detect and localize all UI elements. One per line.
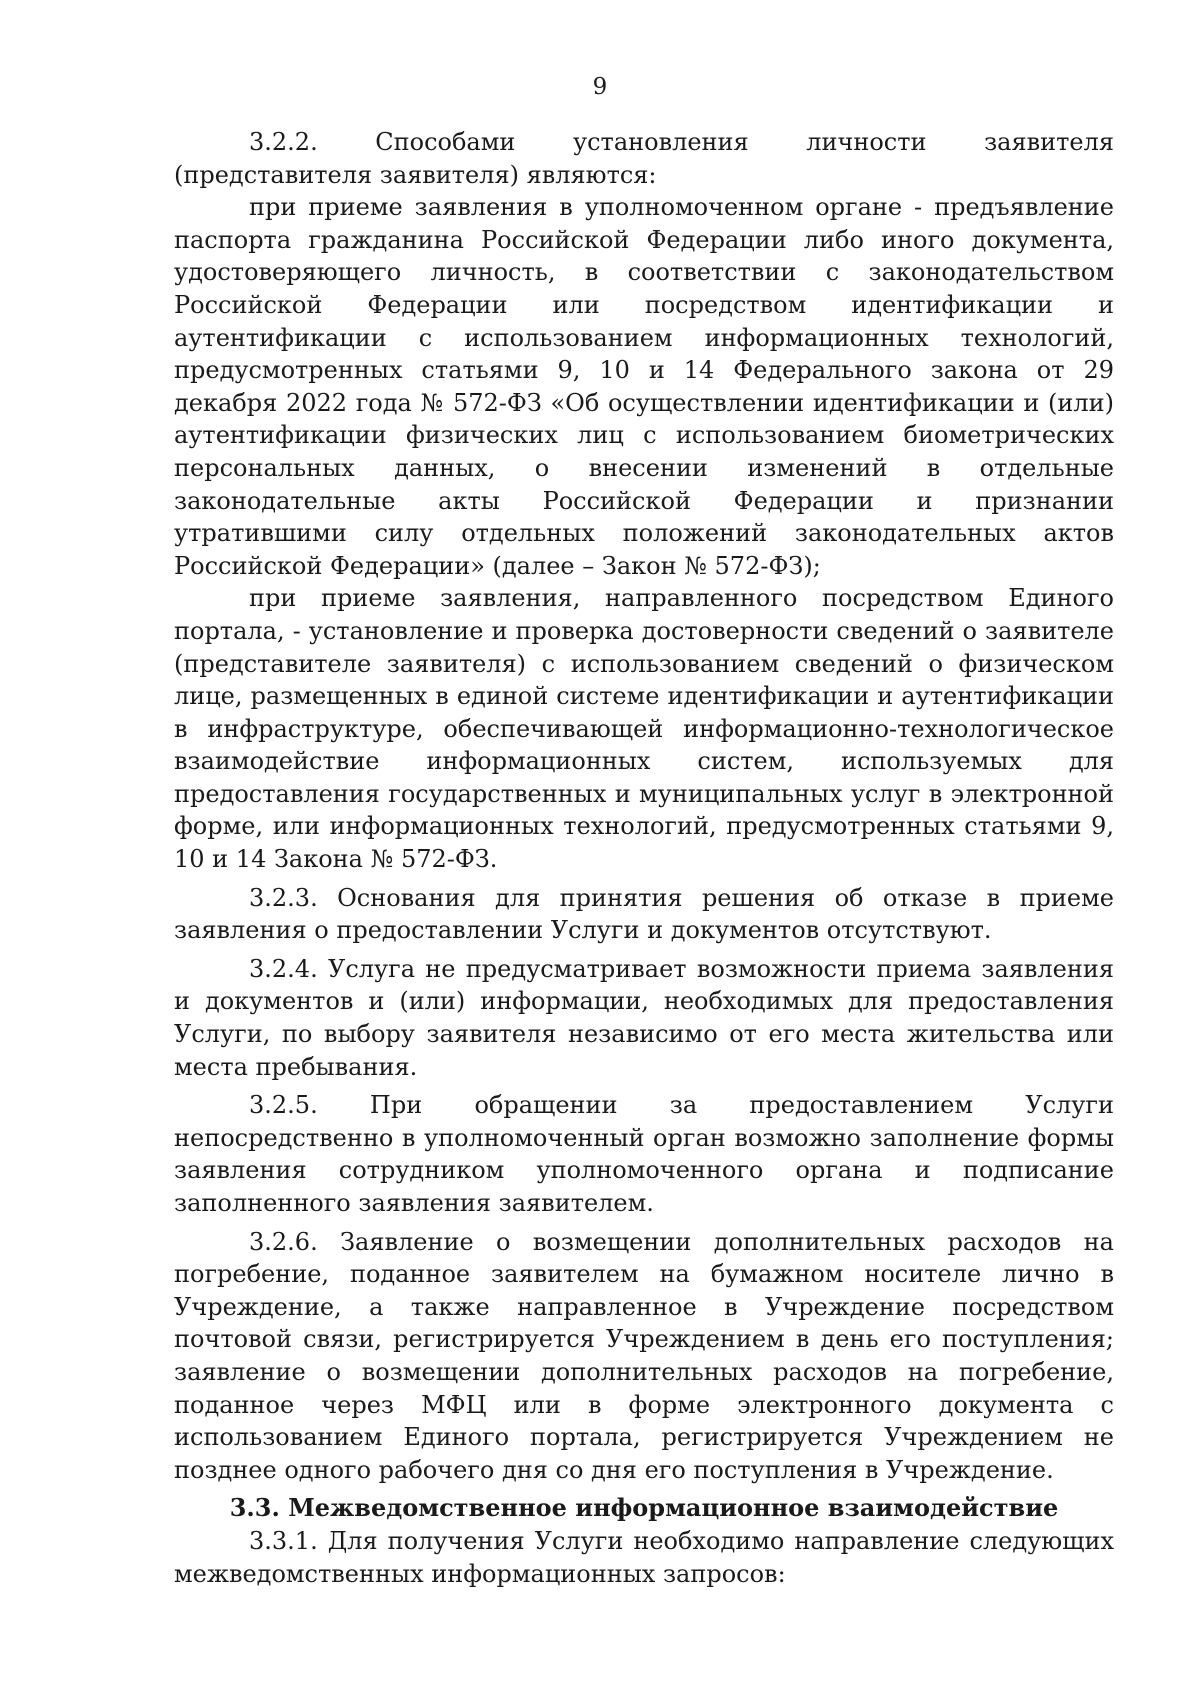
page-number: 9: [592, 74, 608, 100]
paragraph-3-3-1: 3.3.1. Для получения Услуги необходимо направление следующих межведомственных информационных запросов:: [174, 1526, 1114, 1588]
document-body: [174, 126, 1114, 1590]
paragraph-3-2-3: 3.2.3. Основания для принятия решения об отказе в приеме заявления о предоставлении Услуги и документов отсутствуют.: [174, 883, 1114, 945]
paragraph-3-2-6: 3.2.6. Заявление о возмещении дополнительных расходов на погребение, поданное заявителем на бумажном носителе лично в Учреждение, а также направленное в Учреждение посредством почтовой связи, регистрируется Учреждением в день его поступления; заявление о возмещении дополнительных расходов на погребение, поданное через МФЦ или в форме электронного документа с использованием Единого портала, регистрируется Учреждением не позднее одного рабочего дня со дня его поступления в Учреждение.: [174, 1227, 1114, 1484]
paragraph-identity-via-portal: при приеме заявления, направленного посредством Единого портала, - установление и проверка достоверности сведений о заявителе (представителе заявителя) с использованием сведений о физическом лице, размещенных в единой системе идентификации и аутентификации в инфраструктуре, обеспечивающей информационно-технологическое взаимодействие информационных систем, используемых для предоставления государственных и муниципальных услуг в электронной форме, или информационных технологий, предусмотренных статьями 9, 10 и 14 Закона № 572-ФЗ.: [174, 584, 1114, 874]
section-heading-3-3: 3.3. Межведомственное информационное взаимодействие: [229, 1493, 1059, 1523]
paragraph-identity-in-office: при приеме заявления в уполномоченном органе - предъявление паспорта гражданина Российской Федерации либо иного документа, удостоверяющего личность, в соответствии с законодательством Российской Федерации или посредством идентификации и аутентификации с использованием информационных технологий, предусмотренных статьями 9, 10 и 14 Федерального закона от 29 декабря 2022 года № 572-ФЗ «Об осуществлении идентификации и (или) аутентификации физических лиц с использованием биометрических персональных данных, о внесении изменений в отдельные законодательные акты Российской Федерации и признании утратившими силу отдельных положений законодательных актов Российской Федерации» (далее – Закон № 572-ФЗ);: [174, 193, 1114, 580]
paragraph-3-2-5: 3.2.5. При обращении за предоставлением Услуги непосредственно в уполномоченный орган возможно заполнение формы заявления сотрудником уполномоченного органа и подписание заполненного заявления заявителем.: [174, 1091, 1114, 1217]
paragraph-3-2-4: 3.2.4. Услуга не предусматривает возможности приема заявления и документов и (или) информации, необходимых для предоставления Услуги, по выбору заявителя независимо от его места жительства или места пребывания.: [174, 954, 1114, 1081]
paragraph-3-2-2: 3.2.2. Способами установления личности заявителя (представителя заявителя) являются:: [174, 128, 1114, 189]
